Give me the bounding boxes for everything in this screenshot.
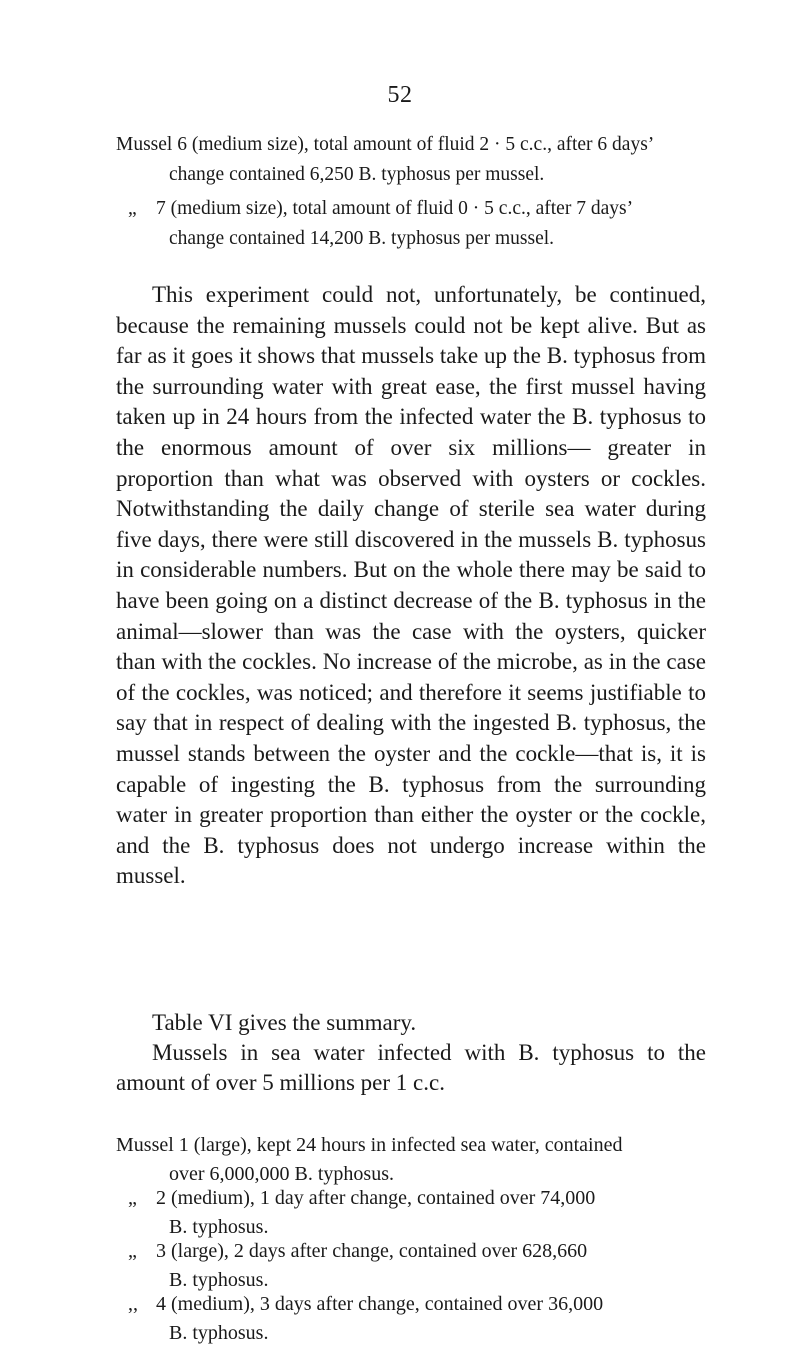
entry-line2: over 6,000,000 B. typhosus. <box>169 1163 394 1185</box>
paragraph-text: This experiment could not, unfortunately, be continued, because the remaining mussels could not be kept alive. But as far as it goes it shows that mussels take up the B. typhosus from the surrounding water with great ease, the first mussel having taken up in 24 hours from the infected water the B. typhosus to the enormous amount of over six millions— greater in proportion than what was observed with oysters or cockles. Notwithstanding the daily change of sterile sea water during five days, there were still discovered in the mussels B. typhosus in considerable numbers. But on the whole there may be said to have been going on a distinct decrease of the B. typhosus in the animal—slower than was the case with the oysters, quicker than with the cockles. No increase of the microbe, as in the case of the cockles, was noticed; and therefore it seems justifiable to say that in respect of dealing with the ingested B. typhosus, the mussel stands between the oyster and the cockle—that is, it is capable of ingesting the B. typhosus from the surrounding water in greater proportion than either the oyster or the cockle, and the B. typhosus does not undergo increase within the mussel. <box>116 282 706 889</box>
mussel-entry-1 <box>116 1131 706 1189</box>
ditto-mark: ,, <box>128 1293 138 1315</box>
mussel-entry-6 <box>116 130 706 190</box>
main-paragraph <box>116 280 706 892</box>
entry-line2: change contained 6,250 B. typhosus per mussel. <box>169 164 545 185</box>
mussel-entry-3 <box>116 1237 706 1295</box>
mussel-entry-2 <box>116 1184 706 1242</box>
ditto-mark: „ <box>128 198 137 219</box>
entry-line1: 7 (medium size), total amount of fluid 0 · 5 c.c., after 7 days’ <box>156 198 634 219</box>
mussel-entry-7 <box>116 194 706 254</box>
entry-line1: 2 (medium), 1 day after change, contained over 74,000 <box>156 1187 596 1209</box>
entry-line2: B. typhosus. <box>169 1322 269 1344</box>
entry-lead: Mussel <box>116 134 173 155</box>
infected-description-line2: amount of over 5 millions per 1 c.c. <box>116 1070 445 1095</box>
entry-line2: B. typhosus. <box>169 1216 269 1238</box>
ditto-mark: „ <box>128 1187 137 1209</box>
entry-line1: 4 (medium), 3 days after change, contained over 36,000 <box>156 1293 604 1315</box>
entry-line1: 6 (medium size), total amount of fluid 2 · 5 c.c., after 6 days’ <box>177 134 655 155</box>
entry-line2: B. typhosus. <box>169 1269 269 1291</box>
entry-line1: 1 (large), kept 24 hours in infected sea water, contained <box>178 1134 623 1156</box>
entry-lead: Mussel <box>116 1134 174 1156</box>
mussel-entry-4 <box>116 1290 706 1348</box>
entry-line1: 3 (large), 2 days after change, contained over 628,660 <box>156 1240 588 1262</box>
page-number: 52 <box>387 82 413 108</box>
table-summary-line: Table VI gives the summary. <box>152 1010 417 1035</box>
entry-line2: change contained 14,200 B. typhosus per mussel. <box>169 228 555 249</box>
ditto-mark: „ <box>128 1240 137 1262</box>
infected-description-line1: Mussels in sea water infected with B. typhosus to the <box>152 1040 706 1065</box>
